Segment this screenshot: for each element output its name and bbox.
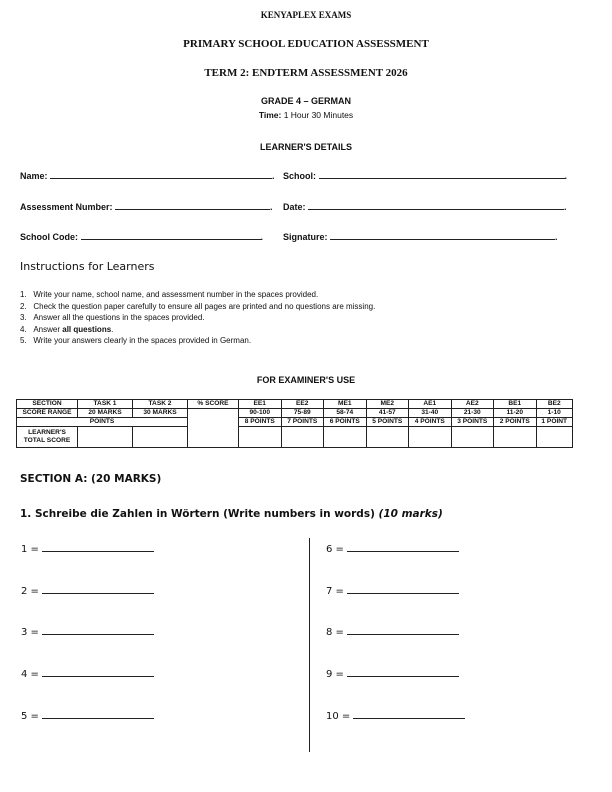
assessment-number-field[interactable]: Assessment Number: . [20,202,273,212]
instructions-title: Instructions for Learners [20,260,155,273]
assessment-number-label: Assessment Number: [20,202,113,212]
school-field[interactable]: School: . [283,171,568,181]
section-a-title: SECTION A: (20 MARKS) [20,473,162,485]
question-1: 1. Schreibe die Zahlen in Wörtern (Write numbers in words) (10 marks) [20,508,443,520]
signature-field[interactable]: Signature: . [283,232,558,242]
answer-3[interactable]: 3 = [21,627,154,638]
time-line [0,110,612,120]
answer-8[interactable]: 8 = [326,627,459,638]
time-label: Time: [258,110,282,120]
answer-5[interactable]: 5 = [21,711,154,722]
name-field[interactable]: Name: . [20,171,275,181]
grade-title: GRADE 4 – GERMAN [260,96,351,106]
instruction-item: 4. Answer all questions. [20,324,114,334]
answer-6[interactable]: 6 = [326,544,459,555]
answer-2[interactable]: 2 = [21,586,154,597]
answer-10[interactable]: 10 = [326,711,465,722]
name-label: Name: [20,171,48,181]
learner-details-title: LEARNER'S DETAILS [260,142,352,152]
school-code-label: School Code: [20,232,78,242]
signature-label: Signature: [283,232,328,242]
table-row: POINTS 8 POINTS 7 POINTS 6 POINTS 5 POINTS 4 POINTS 3 POINTS 2 POINTS 1 POINT [17,418,573,427]
school-code-field[interactable]: School Code: . [20,232,264,242]
exam-org: KENYAPLEX EXAMS [260,10,352,20]
term-title: TERM 2: ENDTERM ASSESSMENT 2026 [204,67,408,79]
column-divider [309,538,310,752]
school-label: School: [283,171,316,181]
date-label: Date: [283,202,306,212]
answer-4[interactable]: 4 = [21,669,154,680]
examiner-title: FOR EXAMINER'S USE [256,375,356,385]
instruction-item: 1. Write your name, school name, and assessment number in the spaces provided. [20,290,319,299]
instructions-list [20,289,580,347]
assessment-title: PRIMARY SCHOOL EDUCATION ASSESSMENT [183,38,429,50]
date-field[interactable]: Date: . [283,202,567,212]
table-row: SCORE RANGE 20 MARKS 30 MARKS 90-100 75-89 58-74 41-57 31-40 21-30 11-20 1-10 [17,409,573,418]
table-row: LEARNER'S TOTAL SCORE [17,427,573,448]
time-value: 1 Hour 30 Minutes [281,110,354,120]
instruction-item: 2. Check the question paper carefully to ensure all pages are printed and no questions are missing. [20,301,376,311]
examiner-table [16,399,573,448]
instruction-item: 5. Write your answers clearly in the spaces provided in German. [20,336,252,346]
instruction-item: 3. Answer all the questions in the spaces provided. [20,313,205,323]
answer-7[interactable]: 7 = [326,586,459,597]
answer-9[interactable]: 9 = [326,669,459,680]
table-row: SECTION TASK 1 TASK 2 % SCORE EE1 EE2 ME1 ME2 AE1 AE2 BE1 BE2 [17,400,573,409]
answer-1[interactable]: 1 = [21,544,154,555]
